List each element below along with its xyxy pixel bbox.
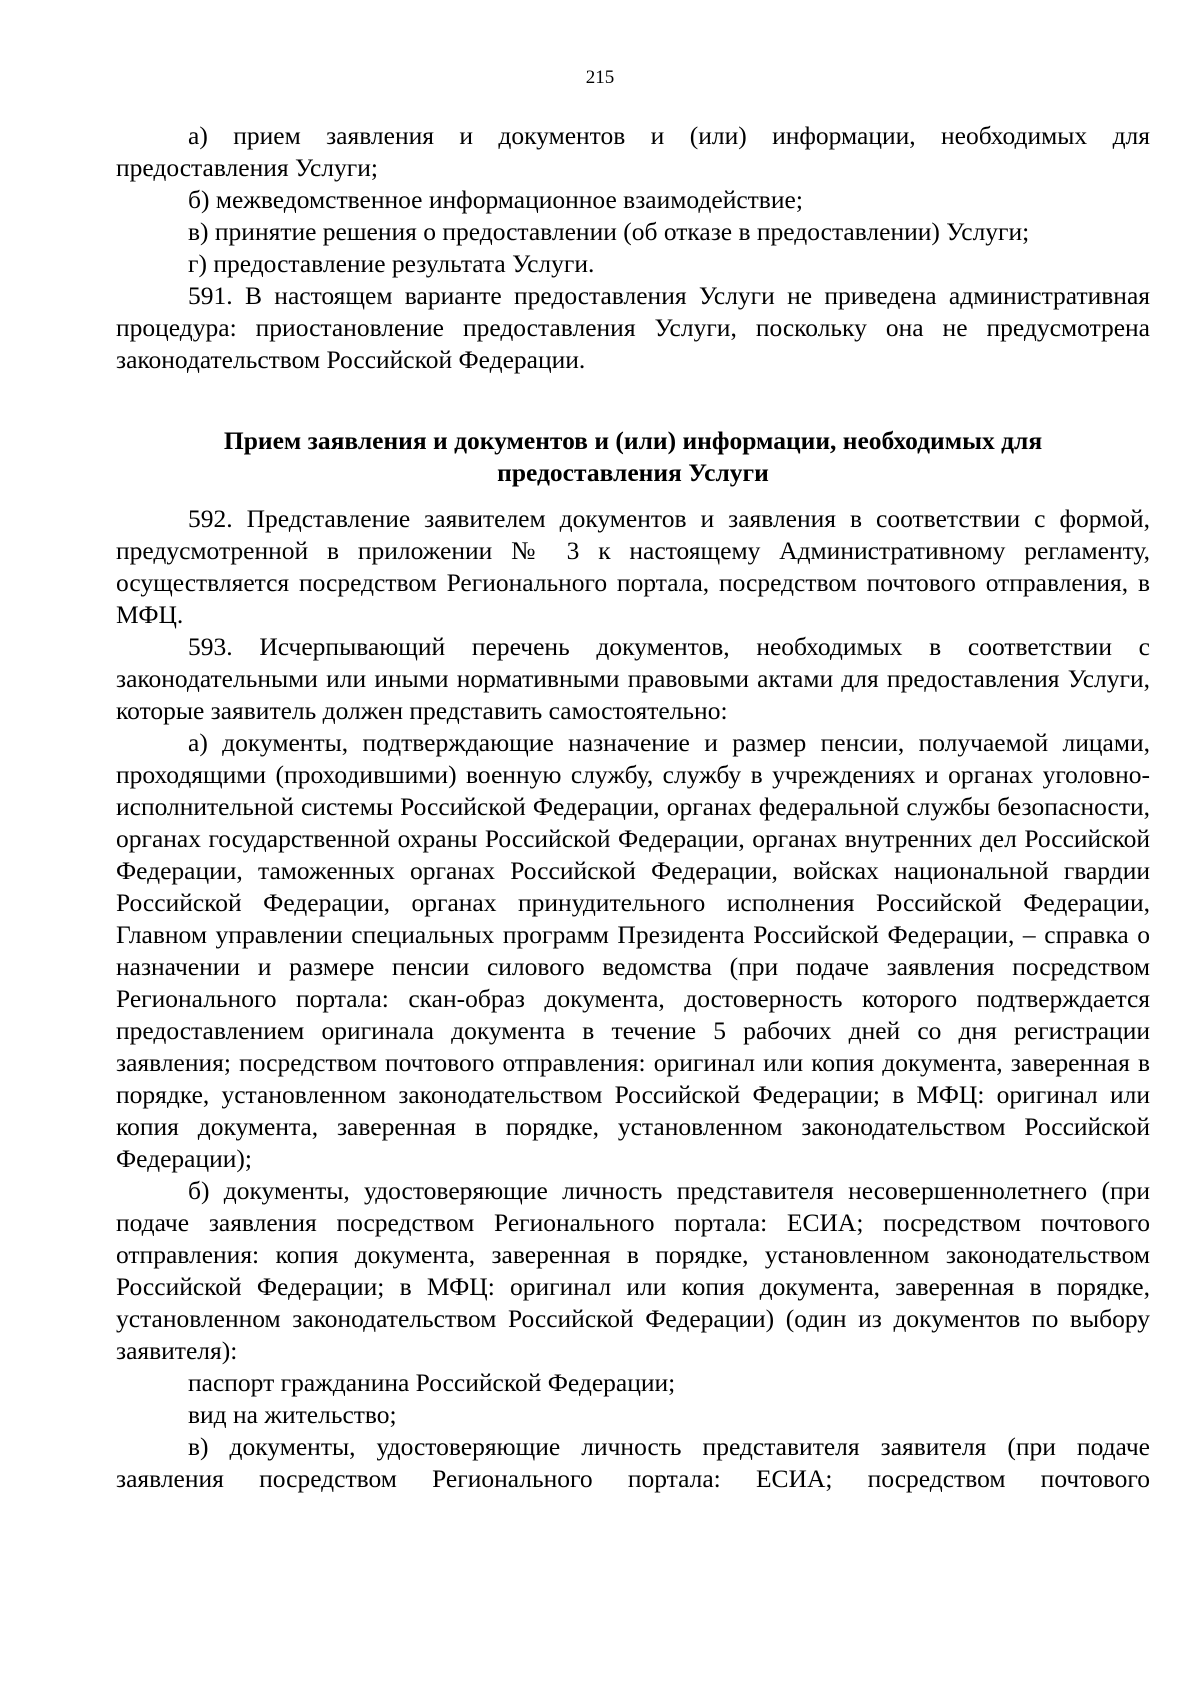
list-item-c: в) принятие решения о предоставлении (об отказе в предоставлении) Услуги; — [188, 217, 1030, 246]
list-item-593-b: б) документы, удостоверяющие личность представителя несовершеннолетнего (при подаче заявления посредством Регионального портала: ЕСИА; посредством почтового отправления: копия документа, заверенная в порядке, установленном законодательством Российской Федерации; в МФЦ: оригинал или копия документа, заверенная в порядке, установленном законодательством Российской Федерации) (один из документов по выбору заявителя): — [116, 1176, 1150, 1365]
paragraph-591: 591. В настоящем варианте предоставления Услуги не приведена административная процедура: приостановление предоставления Услуги, поскольку она не предусмотрена законодательством Российской Федерации. — [116, 281, 1150, 374]
paragraph-593: 593. Исчерпывающий перечень документов, необходимых в соответствии с законодательными или иными нормативными правовыми актами для предоставления Услуги, которые заявитель должен представить самостоятельно: — [116, 632, 1150, 725]
paragraph-592: 592. Представление заявителем документов и заявления в соответствии с формой, предусмотренной в приложении № 3 к настоящему Административному регламенту, осуществляется посредством Регионального портала, посредством почтового отправления, в МФЦ. — [116, 504, 1150, 629]
list-item-b: б) межведомственное информационное взаимодействие; — [188, 185, 803, 214]
list-item-a: а) прием заявления и документов и (или) информации, необходимых для предоставления Услуги; — [116, 121, 1150, 182]
section-heading: Прием заявления и документов и (или) информации, необходимых для предоставления Услуги — [223, 426, 1043, 487]
document-body — [116, 120, 1150, 1495]
document-option-passport: паспорт гражданина Российской Федерации; — [188, 1368, 676, 1397]
list-item-593-c: в) документы, удостоверяющие личность представителя заявителя (при подаче заявления посредством Регионального портала: ЕСИА; посредством почтового — [116, 1432, 1150, 1493]
list-item-593-a: а) документы, подтверждающие назначение и размер пенсии, получаемой лицами, проходящими (проходившими) военную службу, службу в учреждениях и органах уголовно-исполнительной системы Российской Федерации, органах федеральной службы безопасности, органах государственной охраны Российской Федерации, органах внутренних дел Российской Федерации, таможенных органах Российской Федерации, войсках национальной гвардии Российской Федерации, органах принудительного исполнения Российской Федерации, Главном управлении специальных программ Президента Российской Федерации, – справка о назначении и размере пенсии силового ведомства (при подаче заявления посредством Регионального портала: скан-образ документа, достоверность которого подтверждается предоставлением оригинала документа в течение 5 рабочих дней со дня регистрации заявления; посредством почтового отправления: оригинал или копия документа, заверенная в порядке, установленном законодательством Российской Федерации; в МФЦ: оригинал или копия документа, заверенная в порядке, установленном законодательством Российской Федерации); — [116, 728, 1150, 1173]
list-item-d: г) предоставление результата Услуги. — [188, 249, 595, 278]
page-number: 215 — [585, 67, 615, 88]
document-option-residence-permit: вид на жительство; — [188, 1400, 397, 1429]
